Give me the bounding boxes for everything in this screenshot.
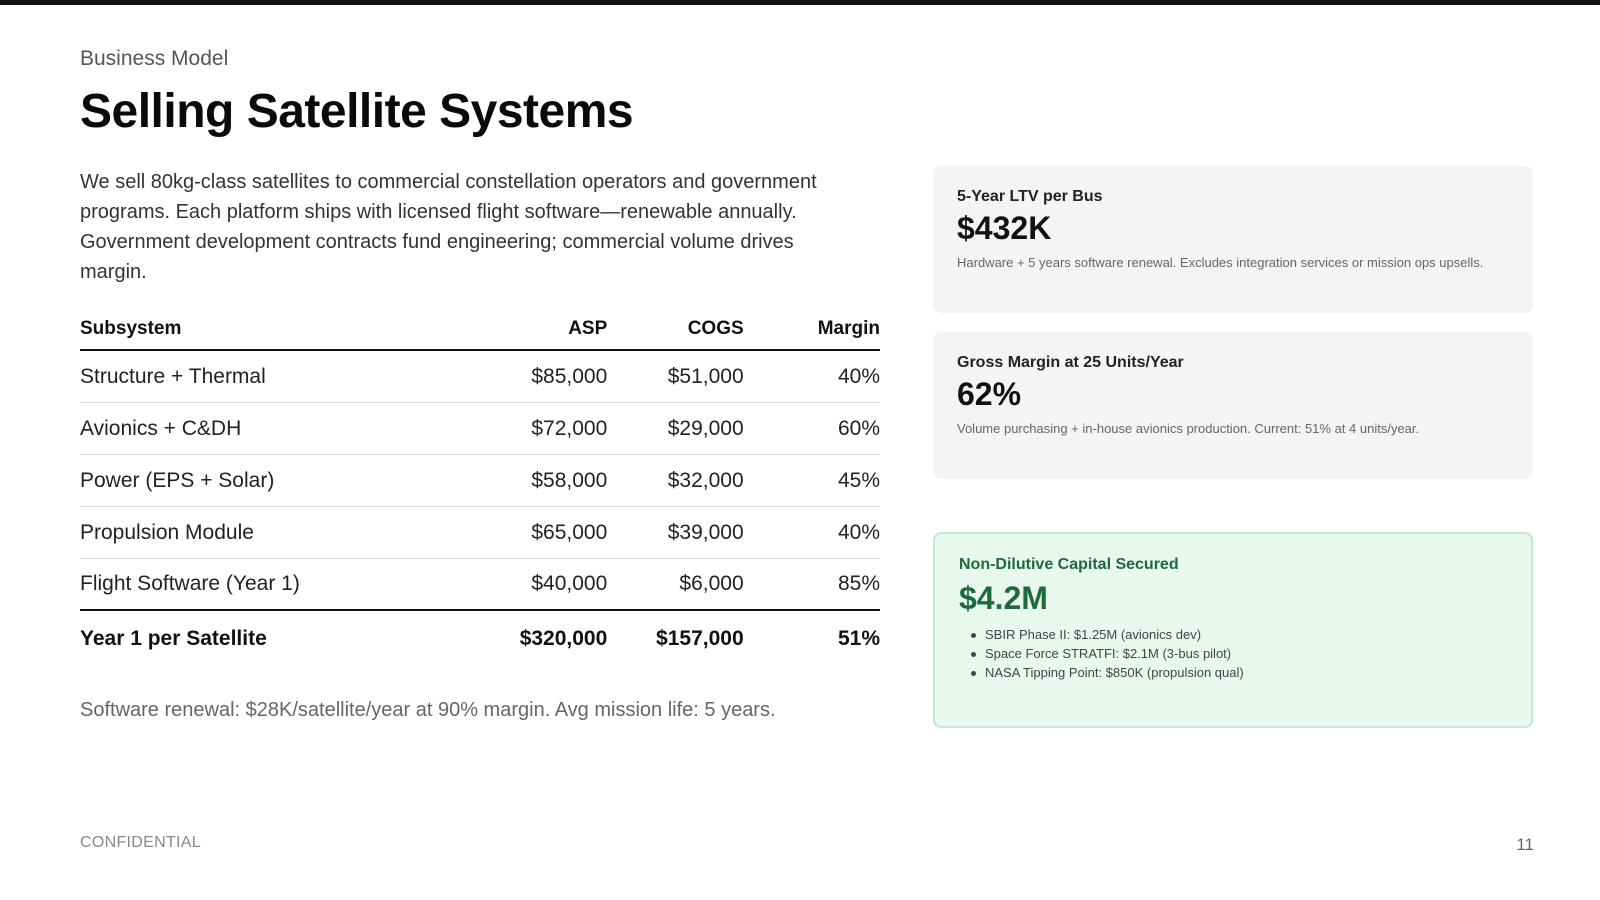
capital-list (959, 625, 1507, 682)
page-number: 11 (1516, 835, 1534, 854)
capital-card (933, 532, 1533, 728)
table-header-row (80, 308, 880, 351)
ltv-label: 5-Year LTV per Bus (957, 188, 1103, 205)
cell-cogs: $32,000 (667, 468, 744, 492)
header-subsystem: Subsystem (80, 317, 182, 339)
capital-value: $4.2M (959, 580, 1048, 616)
cell-subsystem: Flight Software (Year 1) (80, 572, 300, 595)
cell-cogs: $51,000 (667, 364, 744, 388)
table-row (80, 507, 880, 559)
header-cogs: COGS (687, 317, 744, 339)
ltv-description: Hardware + 5 years software renewal. Excludes integration services or mission ops upsells. (957, 255, 1484, 270)
cell-subsystem: Avionics + C&DH (80, 416, 242, 440)
ltv-card (933, 166, 1533, 313)
cell-cogs: $6,000 (679, 572, 744, 595)
cell-cogs: $29,000 (667, 416, 744, 440)
gross-margin-label: Gross Margin at 25 Units/Year (957, 354, 1184, 371)
cell-asp: $85,000 (531, 364, 608, 388)
cell-asp: $65,000 (531, 520, 608, 544)
renewal-note: Software renewal: $28K/satellite/year at 90% margin. Avg mission life: 5 years. (80, 699, 776, 721)
cell-cogs: $39,000 (667, 520, 744, 544)
subsystem-table (80, 308, 880, 666)
list-item: NASA Tipping Point: $850K (propulsion qual) (985, 663, 1507, 682)
cell-margin: 85% (837, 572, 880, 595)
header-margin: Margin (817, 317, 880, 339)
table-total-row (80, 611, 880, 666)
cell-asp: $58,000 (531, 468, 608, 492)
cell-subsystem: Propulsion Module (80, 520, 254, 544)
gross-margin-value: 62% (957, 376, 1022, 412)
table-row (80, 351, 880, 403)
total-cogs: $157,000 (656, 626, 744, 650)
cell-asp: $72,000 (531, 416, 608, 440)
table-row (80, 559, 880, 611)
cell-subsystem: Structure + Thermal (80, 364, 266, 388)
cell-margin: 40% (837, 520, 880, 544)
list-item: Space Force STRATFI: $2.1M (3-bus pilot) (985, 644, 1507, 663)
cell-asp: $40,000 (531, 572, 608, 595)
cell-margin: 40% (837, 364, 880, 388)
confidential-label: CONFIDENTIAL (80, 834, 201, 851)
page-title: Selling Satellite Systems (80, 85, 634, 138)
total-asp: $320,000 (519, 626, 608, 650)
table-row (80, 403, 880, 455)
header-asp: ASP (568, 317, 608, 339)
list-item: SBIR Phase II: $1.25M (avionics dev) (985, 625, 1507, 644)
top-border (0, 0, 1600, 5)
section-eyebrow: Business Model (80, 47, 229, 70)
intro-paragraph: We sell 80kg-class satellites to commercial constellation operators and government programs. Each platform ships with licensed flight software—renewable annually. Government development contracts fund engineering; commercial volume drives margin. (80, 171, 817, 283)
ltv-value: $432K (957, 210, 1052, 246)
total-label: Year 1 per Satellite (80, 626, 267, 650)
cell-subsystem: Power (EPS + Solar) (80, 468, 275, 492)
table-row (80, 455, 880, 507)
gross-margin-description: Volume purchasing + in-house avionics production. Current: 51% at 4 units/year. (957, 421, 1420, 436)
cell-margin: 45% (837, 468, 880, 492)
capital-label: Non-Dilutive Capital Secured (959, 556, 1179, 573)
gross-margin-card (933, 332, 1533, 479)
cell-margin: 60% (837, 416, 880, 440)
total-margin: 51% (837, 626, 880, 650)
